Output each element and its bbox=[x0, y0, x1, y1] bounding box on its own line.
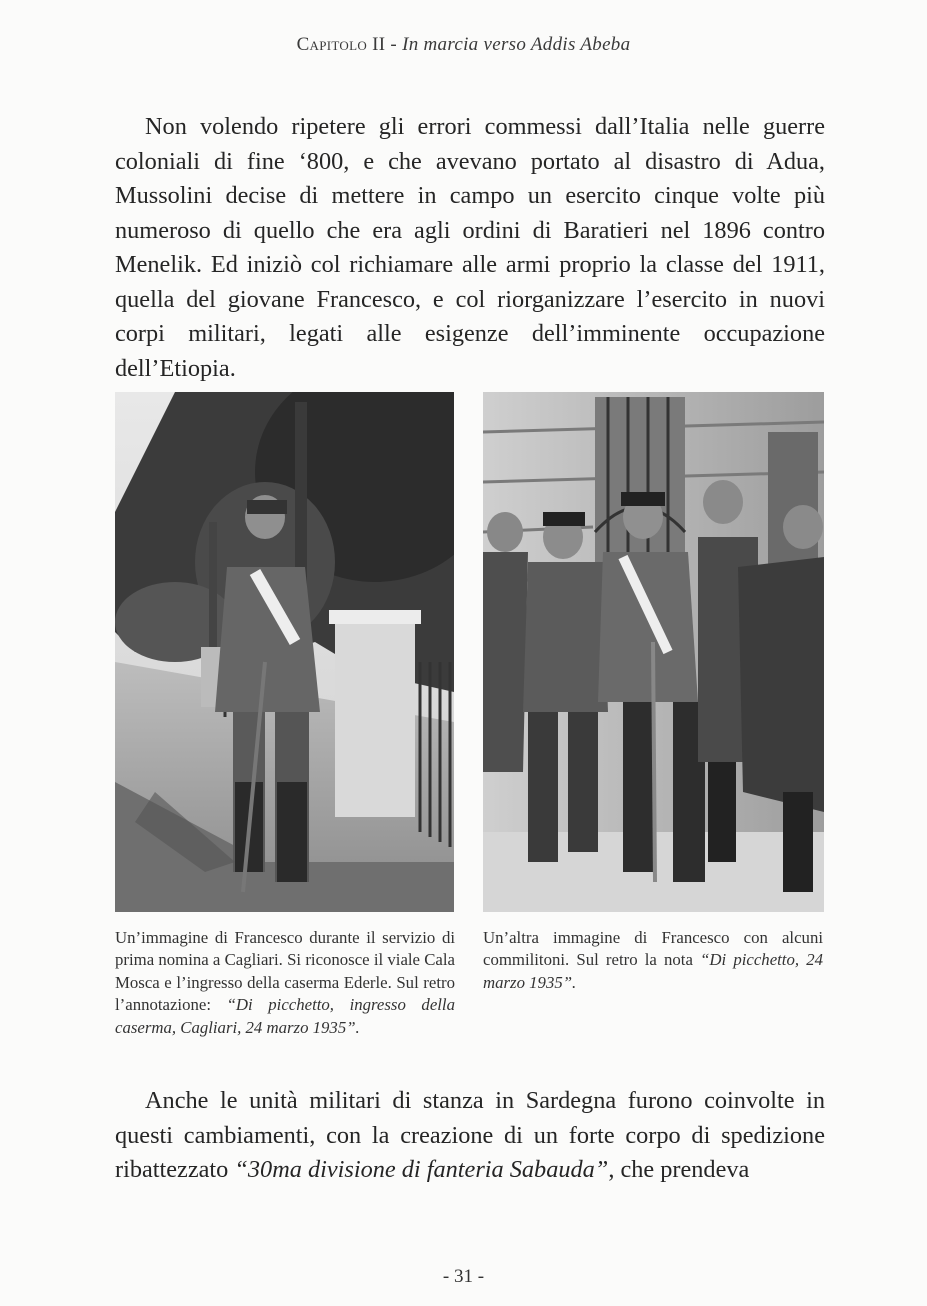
header-separator: - bbox=[385, 34, 403, 55]
caption-right-quote: “Di picchetto, 24 marzo 1935”. bbox=[483, 950, 823, 992]
paragraph2-italic: “30ma divisione di fanteria Sabauda” bbox=[234, 1156, 609, 1183]
chapter-label: Capitolo II bbox=[296, 34, 386, 55]
caption-left-quote: “Di picchetto, ingresso della caserma, Cagliari, 24 marzo 1935”. bbox=[115, 995, 455, 1037]
paragraph2-text-before: Anche le unità militari di stanza in Sardegna furono coinvolte in questi cambiamenti, con la creazione di un forte corpo di spedizione ribattezzato bbox=[115, 1087, 825, 1183]
photo-francesco-commilitoni bbox=[483, 392, 824, 912]
caption-right bbox=[483, 927, 823, 994]
caption-left-text: Un’immagine di Francesco durante il servizio di prima nomina a Cagliari. Si riconosce il viale Cala Mosca e l’ingresso della caserma Ederle. Sul retro l’annotazione: bbox=[115, 928, 455, 1015]
running-header bbox=[0, 34, 927, 56]
photo-right-image bbox=[483, 392, 824, 912]
paragraph2-text-after: , che prendeva bbox=[608, 1156, 750, 1183]
body-paragraph-1: Non volendo ripetere gli errori commessi dall’Italia nelle guerre coloniali di fine ‘800, e che avevano portato al disastro di Adua, Mussolini decise di mettere in campo un esercito cinque volte più numeroso di quello che era agli ordini di Baratieri nel 1896 contro Menelik. Ed iniziò col richiamare alle armi proprio la classe del 1911, quella del giovane Francesco, e col riorganizzare l’esercito in nuovi corpi militari, legati alle esigenze dell’imminente occupazione dell’Etiopia. bbox=[115, 113, 825, 382]
chapter-title: In marcia verso Addis Abeba bbox=[402, 34, 631, 55]
photo-left-image bbox=[115, 392, 454, 912]
caption-left bbox=[115, 927, 455, 1039]
photo-francesco-cagliari bbox=[115, 392, 454, 912]
caption-right-text: Un’altra immagine di Francesco con alcuni commilitoni. Sul retro la nota bbox=[483, 928, 823, 970]
page-number: - 31 - bbox=[442, 1266, 485, 1287]
body-paragraph-2 bbox=[115, 1084, 825, 1188]
